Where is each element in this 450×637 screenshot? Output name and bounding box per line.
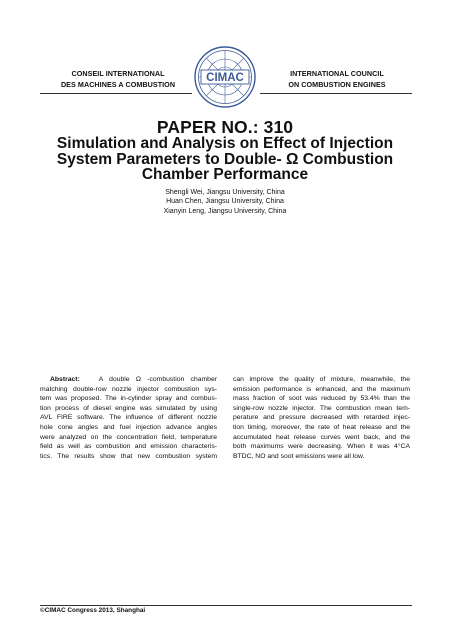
abstract-line: matching double-row nozzle injector combustion sys- xyxy=(40,385,217,393)
abstract-line: tem was proposed. The in-cylinder spray and combus- xyxy=(40,395,217,403)
abstract-line: tics. The results show that new combustion system xyxy=(40,452,217,460)
abstract-column-right xyxy=(233,375,410,461)
title-line: Simulation and Analysis on Effect of Injection xyxy=(56,135,394,152)
abstract-label: Abstract: xyxy=(50,376,80,383)
author: Shengli Wei, Jiangsu University, China xyxy=(165,189,285,196)
abstract-line xyxy=(40,375,217,385)
abstract-line: accumulated heat release curves went back, and the xyxy=(233,433,410,441)
paper-title xyxy=(40,136,410,183)
author-list xyxy=(0,188,450,216)
abstract-line: emission performance is enhanced, and the maximum xyxy=(233,385,410,393)
abstract-line: can improve the quality of mixture, meanwhile, the xyxy=(233,376,410,383)
abstract-line: BTDC, NO and soot emissions were all low. xyxy=(233,452,365,460)
footer-rule xyxy=(40,605,412,606)
abstract-line: tion process of diesel engine was simulated by using xyxy=(40,404,217,412)
org-line: DES MACHINES A COMBUSTION xyxy=(60,79,176,89)
footer-copyright: ©CIMAC Congress 2013, Shanghai xyxy=(40,607,146,614)
abstract-line: perature and pressure decreased with retarded injec- xyxy=(233,414,410,422)
abstract-line: field as well as combustion and emission characteris- xyxy=(40,443,217,451)
title-line: System Parameters to Double- Ω Combustion xyxy=(56,150,394,168)
header-rule-right xyxy=(260,93,412,94)
org-line: CONSEIL INTERNATIONAL xyxy=(71,69,165,78)
org-line: INTERNATIONAL COUNCIL xyxy=(290,69,384,78)
title-line: Chamber Performance xyxy=(141,166,309,183)
abstract-line: were analyzed on the concentration field, temperature xyxy=(40,433,217,441)
author: Huan Chen, Jiangsu University, China xyxy=(166,198,284,206)
abstract-column-left xyxy=(40,375,217,461)
svg-text:CIMAC: CIMAC xyxy=(206,72,244,84)
abstract-line: both maximums were decreasing. When it was 4°CA xyxy=(233,443,410,451)
abstract-first-text: A double Ω -combustion chamber xyxy=(98,376,217,383)
paper-number: PAPER NO.: 310 xyxy=(156,117,294,137)
org-name-english xyxy=(262,69,412,90)
cimac-logo xyxy=(194,46,256,108)
org-name-french xyxy=(43,69,193,90)
abstract-line: hole cone angles and fuel injection advance angles xyxy=(40,423,217,431)
header-rule-left xyxy=(40,93,192,94)
abstract-line: AVL FIRE software. The influence of different nozzle xyxy=(40,414,217,422)
abstract-line: single-row nozzle injector. The combustion mean tem- xyxy=(233,404,410,412)
org-line: ON COMBUSTION ENGINES xyxy=(288,79,386,89)
abstract-line: mass fraction of soot was reduced by 53.4% than the xyxy=(233,395,410,403)
author: Xianyin Leng, Jiangsu University, China xyxy=(163,207,287,215)
abstract-line: tion timing, moreover, the rate of heat release and the xyxy=(233,423,410,431)
